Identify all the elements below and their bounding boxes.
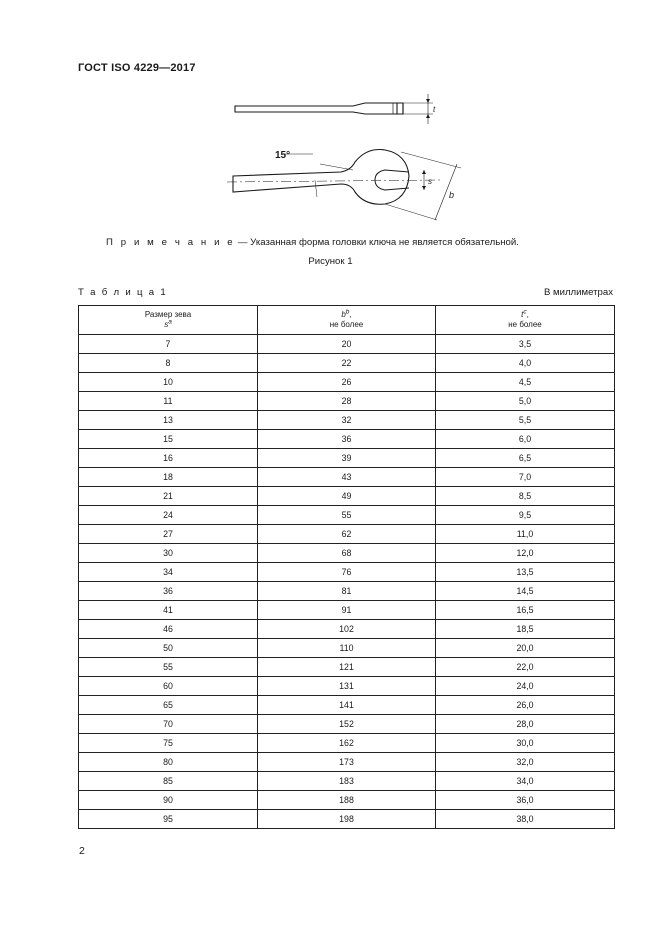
- cell-t: 5,0: [436, 392, 615, 411]
- cell-b: 110: [258, 639, 436, 658]
- cell-s: 41: [79, 601, 258, 620]
- cell-b: 91: [258, 601, 436, 620]
- table-row: [79, 411, 615, 430]
- cell-b: 20: [258, 335, 436, 354]
- cell-t: 7,0: [436, 468, 615, 487]
- cell-s: 46: [79, 620, 258, 639]
- cell-s: 10: [79, 373, 258, 392]
- table-row: [79, 639, 615, 658]
- table-row: [79, 677, 615, 696]
- table-row: [79, 810, 615, 829]
- wrench-drawing: [225, 92, 475, 227]
- note-prefix: П р и м е ч а н и е: [106, 237, 236, 248]
- wrench-plan-view: [233, 150, 409, 205]
- table-caption: Т а б л и ц а 1: [78, 287, 168, 298]
- cell-t: 4,0: [436, 354, 615, 373]
- cell-t: 30,0: [436, 734, 615, 753]
- cell-t: 34,0: [436, 772, 615, 791]
- cell-b: 162: [258, 734, 436, 753]
- table-row: [79, 620, 615, 639]
- table-row: [79, 354, 615, 373]
- table-row: [79, 715, 615, 734]
- cell-s: 60: [79, 677, 258, 696]
- cell-s: 36: [79, 582, 258, 601]
- cell-s: 27: [79, 525, 258, 544]
- cell-b: 26: [258, 373, 436, 392]
- dim-s-label: s: [428, 177, 432, 186]
- angle-label: 15°: [275, 150, 291, 161]
- table-row: [79, 582, 615, 601]
- page-number: 2: [79, 845, 85, 857]
- cell-s: 70: [79, 715, 258, 734]
- cell-t: 11,0: [436, 525, 615, 544]
- table-row: [79, 392, 615, 411]
- cell-s: 16: [79, 449, 258, 468]
- cell-b: 28: [258, 392, 436, 411]
- cell-b: 198: [258, 810, 436, 829]
- cell-t: 8,5: [436, 487, 615, 506]
- table-row: [79, 525, 615, 544]
- cell-t: 28,0: [436, 715, 615, 734]
- table-row: [79, 430, 615, 449]
- table-row: [79, 734, 615, 753]
- cell-t: 9,5: [436, 506, 615, 525]
- cell-b: 131: [258, 677, 436, 696]
- column-header-s: Размер зева $s^a$: [79, 306, 258, 335]
- cell-b: 76: [258, 563, 436, 582]
- table-row: [79, 335, 615, 354]
- table-row: [79, 544, 615, 563]
- cell-b: 152: [258, 715, 436, 734]
- table-row: [79, 658, 615, 677]
- cell-s: 11: [79, 392, 258, 411]
- cell-t: 5,5: [436, 411, 615, 430]
- cell-t: 4,5: [436, 373, 615, 392]
- cell-t: 38,0: [436, 810, 615, 829]
- table-row: [79, 791, 615, 810]
- cell-t: 12,0: [436, 544, 615, 563]
- table-header-row: [79, 306, 615, 335]
- cell-b: 62: [258, 525, 436, 544]
- cell-b: 49: [258, 487, 436, 506]
- cell-b: 188: [258, 791, 436, 810]
- cell-b: 68: [258, 544, 436, 563]
- cell-s: 90: [79, 791, 258, 810]
- cell-b: 173: [258, 753, 436, 772]
- table-row: [79, 753, 615, 772]
- cell-s: 21: [79, 487, 258, 506]
- cell-b: 32: [258, 411, 436, 430]
- cell-s: 85: [79, 772, 258, 791]
- dimensions-table: [78, 305, 615, 829]
- cell-b: 121: [258, 658, 436, 677]
- cell-t: 26,0: [436, 696, 615, 715]
- cell-s: 8: [79, 354, 258, 373]
- table-row: [79, 449, 615, 468]
- cell-s: 80: [79, 753, 258, 772]
- cell-b: 43: [258, 468, 436, 487]
- cell-t: 14,5: [436, 582, 615, 601]
- note-text: — Указанная форма головки ключа не является обязательной.: [237, 237, 519, 248]
- table-row: [79, 506, 615, 525]
- column-header-t: $t^c$, не более: [436, 306, 615, 335]
- cell-s: 24: [79, 506, 258, 525]
- figure-caption: Рисунок 1: [308, 256, 353, 267]
- table-row: [79, 696, 615, 715]
- cell-b: 39: [258, 449, 436, 468]
- cell-b: 102: [258, 620, 436, 639]
- cell-b: 22: [258, 354, 436, 373]
- cell-t: 16,5: [436, 601, 615, 620]
- dim-t-label: t: [433, 105, 436, 114]
- cell-t: 20,0: [436, 639, 615, 658]
- table-units: В миллиметрах: [543, 287, 613, 298]
- cell-t: 3,5: [436, 335, 615, 354]
- cell-s: 15: [79, 430, 258, 449]
- cell-t: 36,0: [436, 791, 615, 810]
- table-row: [79, 601, 615, 620]
- cell-b: 55: [258, 506, 436, 525]
- figure-note: [106, 237, 519, 248]
- cell-b: 183: [258, 772, 436, 791]
- cell-t: 24,0: [436, 677, 615, 696]
- table-row: [79, 487, 615, 506]
- table-row: [79, 468, 615, 487]
- cell-t: 22,0: [436, 658, 615, 677]
- cell-t: 18,5: [436, 620, 615, 639]
- cell-s: 95: [79, 810, 258, 829]
- cell-s: 75: [79, 734, 258, 753]
- cell-s: 13: [79, 411, 258, 430]
- cell-s: 30: [79, 544, 258, 563]
- cell-s: 50: [79, 639, 258, 658]
- cell-b: 81: [258, 582, 436, 601]
- table-body: [79, 335, 615, 829]
- cell-t: 13,5: [436, 563, 615, 582]
- cell-s: 65: [79, 696, 258, 715]
- cell-s: 34: [79, 563, 258, 582]
- cell-s: 18: [79, 468, 258, 487]
- cell-b: 141: [258, 696, 436, 715]
- cell-t: 32,0: [436, 753, 615, 772]
- document-header: ГОСТ ISO 4229—2017: [78, 62, 196, 74]
- cell-s: 55: [79, 658, 258, 677]
- table-row: [79, 772, 615, 791]
- table-row: [79, 373, 615, 392]
- column-header-b: $b^b$, не более: [258, 306, 436, 335]
- cell-s: 7: [79, 335, 258, 354]
- cell-t: 6,5: [436, 449, 615, 468]
- wrench-side-view: [235, 103, 403, 114]
- cell-b: 36: [258, 430, 436, 449]
- cell-t: 6,0: [436, 430, 615, 449]
- dim-b-label: b: [449, 190, 455, 200]
- table-row: [79, 563, 615, 582]
